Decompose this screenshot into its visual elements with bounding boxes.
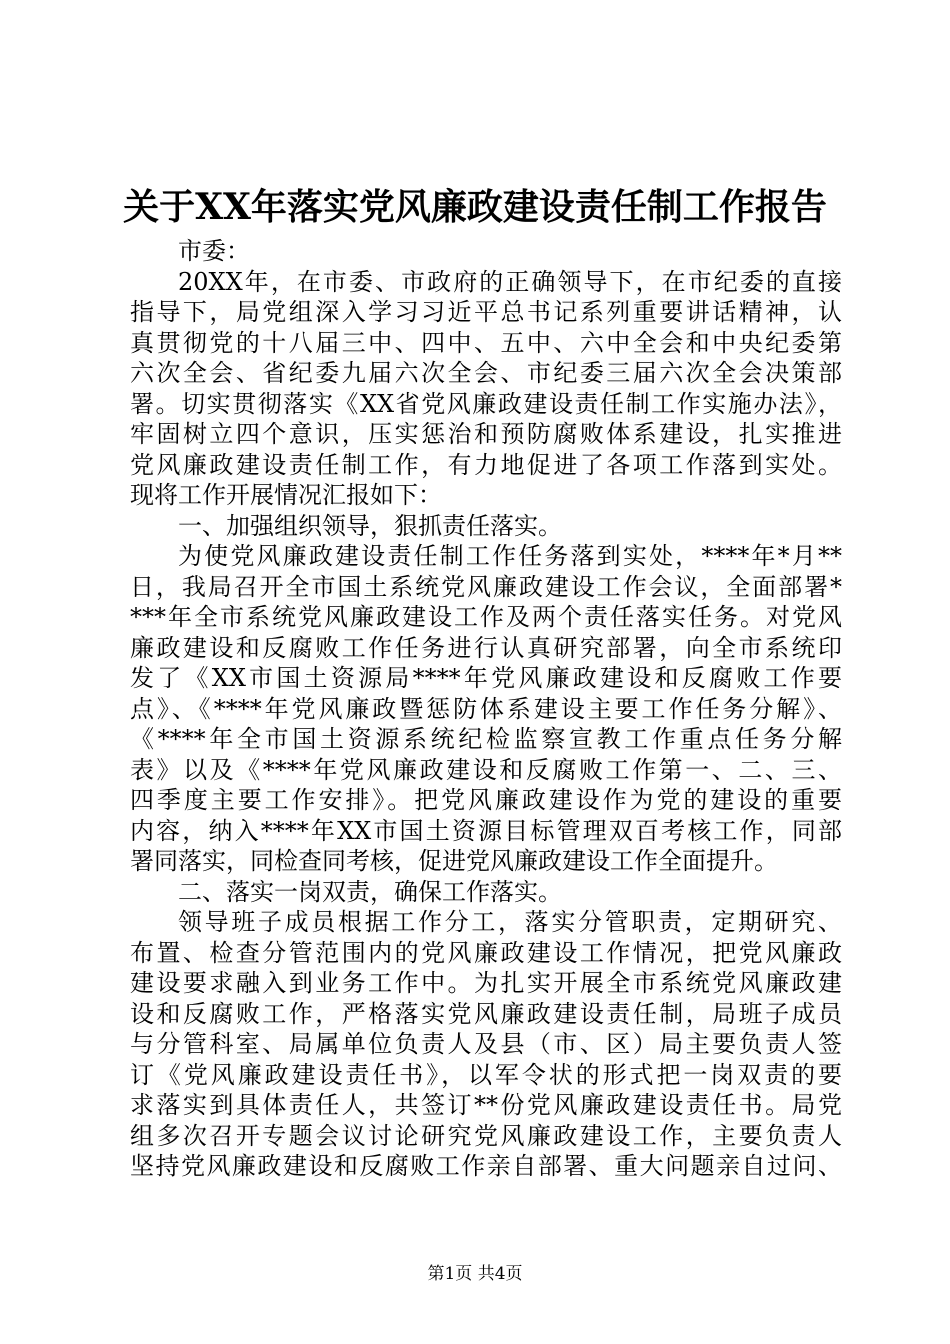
body-line: 现将工作开展情况汇报如下： [130,481,442,509]
body-line: 建设要求融入到业务工作中。为扎实开展全市系统党风廉政建 [130,969,842,997]
body-line: 订《党风廉政建设责任书》，以军令状的形式把一岗双责的要 [130,1060,842,1089]
body-line: 真贯彻党的十八届三中、四中、五中、六中全会和中央纪委第 [130,328,842,357]
body-line: 点》、《****年党风廉政暨惩防体系建设主要工作任务分解》、 [130,694,842,723]
body-line: 20XX年，在市委、市政府的正确领导下，在市纪委的直接 [178,267,842,296]
body-line: 市委： [178,237,250,265]
page-footer: 第1页 共4页 [427,1264,523,1284]
body-line: 内容，纳入****年XX市国土资源目标管理双百考核工作，同部 [130,816,842,845]
body-line: ***年全市系统党风廉政建设工作及两个责任落实任务。对党风 [130,603,842,631]
body-line: 二、落实一岗双责，确保工作落实。 [178,877,562,906]
body-line: 日，我局召开全市国土系统党风廉政建设工作会议，全面部署* [130,572,842,601]
body-line: 四季度主要工作安排》。把党风廉政建设作为党的建设的重要 [130,786,842,814]
body-line: 发了《XX市国土资源局****年党风廉政建设和反腐败工作要 [130,664,842,692]
document-title: 关于XX年落实党风廉政建设责任制工作报告 [123,186,827,228]
body-line: 《****年全市国土资源系统纪检监察宣教工作重点任务分解 [130,725,842,753]
body-line: 六次全会、省纪委九届六次全会、市纪委三届六次全会决策部 [130,359,842,387]
body-line: 表》以及《****年党风廉政建设和反腐败工作第一、二、三、 [130,755,842,784]
body-line: 党风廉政建设责任制工作，有力地促进了各项工作落到实处。 [130,450,842,479]
body-line: 求落实到具体责任人，共签订**份党风廉政建设责任书。局党 [130,1091,842,1119]
body-line: 署。切实贯彻落实《XX省党风廉政建设责任制工作实施办法》， [130,389,842,418]
body-line: 坚持党风廉政建设和反腐败工作亲自部署、重大问题亲自过问、 [130,1152,842,1180]
body-line: 设和反腐败工作，严格落实党风廉政建设责任制，局班子成员 [130,999,842,1028]
body-line: 署同落实，同检查同考核，促进党风廉政建设工作全面提升。 [130,847,778,875]
body-line: 布置、检查分管范围内的党风廉政建设工作情况，把党风廉政 [130,938,842,967]
body-line: 牢固树立四个意识，压实惩治和预防腐败体系建设，扎实推进 [130,420,842,448]
body-line: 组多次召开专题会议讨论研究党风廉政建设工作，主要负责人 [130,1121,842,1150]
body-line: 为使党风廉政建设责任制工作任务落到实处，****年*月** [178,542,842,570]
document-body [130,236,842,1182]
body-line: 廉政建设和反腐败工作任务进行认真研究部署，向全市系统印 [130,633,842,662]
body-line: 领导班子成员根据工作分工，落实分管职责，定期研究、 [178,908,842,936]
body-line: 一、加强组织领导，狠抓责任落实。 [178,511,562,540]
body-line: 与分管科室、局属单位负责人及县（市、区）局主要负责人签 [130,1030,842,1058]
body-line: 指导下，局党组深入学习习近平总书记系列重要讲话精神，认 [130,298,842,326]
